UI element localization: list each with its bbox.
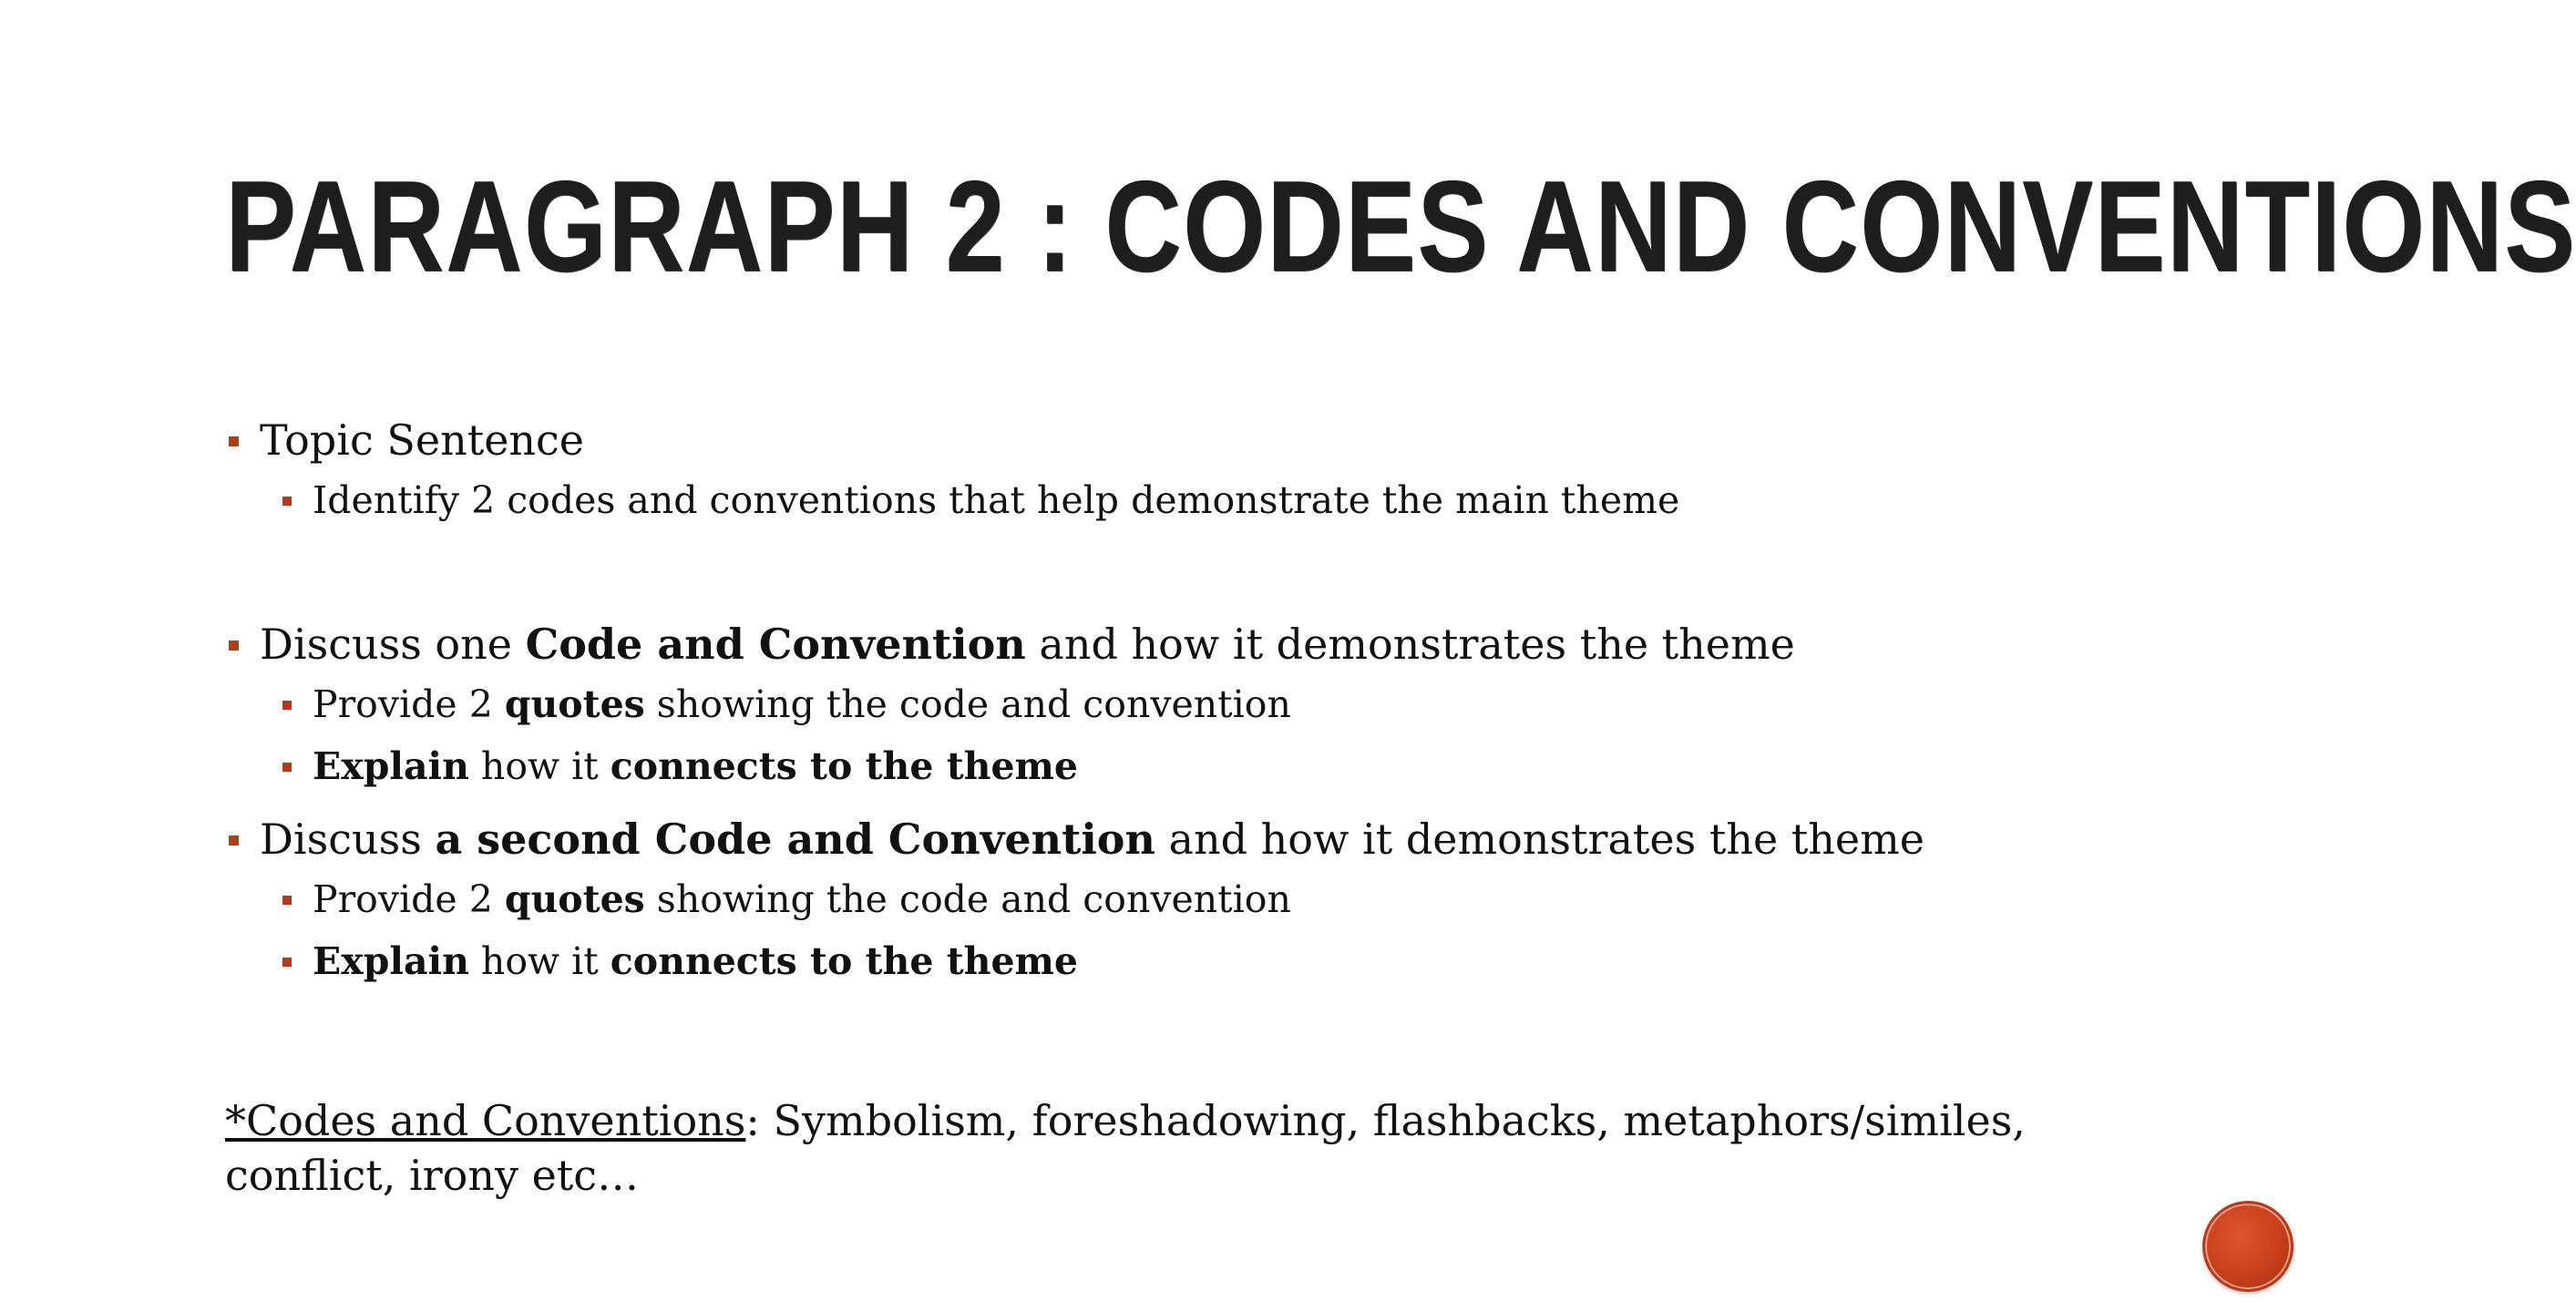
bullet-discuss-second-code — [225, 814, 2230, 865]
bullet-text-bold: quotes — [504, 682, 645, 726]
slide-content — [225, 415, 2230, 985]
bullet-text: showing the code and convention — [644, 682, 1291, 726]
bullet-text: Discuss — [260, 815, 436, 864]
bullet-text: how it — [468, 939, 611, 983]
bullet-text: Topic Sentence — [260, 415, 585, 465]
bullet-discuss-first-code — [225, 619, 2230, 670]
bullet-text: Provide 2 — [313, 877, 505, 921]
codes-and-conventions-note — [225, 1093, 2193, 1203]
bullet-text-bold: Explain — [313, 744, 469, 788]
note-label: *Codes and Conventions — [225, 1096, 746, 1145]
square-bullet-icon — [282, 958, 292, 967]
bullet-text-bold: connects to the theme — [610, 939, 1079, 983]
bullet-text-bold: Explain — [313, 939, 469, 983]
sub-bullet-provide-quotes — [225, 681, 2230, 728]
bullet-text: and how it demonstrates the theme — [1025, 620, 1795, 669]
bullet-text: showing the code and convention — [644, 877, 1291, 921]
square-bullet-icon — [282, 497, 292, 506]
bullet-text-bold: Code and Convention — [525, 620, 1026, 669]
square-bullet-icon — [282, 701, 292, 710]
bullet-text-bold: connects to the theme — [610, 744, 1079, 788]
note-text: : Symbolism, foreshadowing, flashbacks, metaphors/similes, conflict, irony etc… — [225, 1096, 2026, 1200]
bullet-text: Identify 2 codes and conventions that help demonstrate the main theme — [313, 478, 1680, 522]
sub-bullet-explain — [225, 938, 2230, 985]
sub-bullet-identify-codes — [225, 477, 2230, 524]
square-bullet-icon — [229, 436, 239, 446]
bullet-text-bold: a second Code and Convention — [435, 815, 1155, 864]
bullet-topic-sentence — [225, 415, 2230, 466]
slide-title: PARAGRAPH 2 : CODES AND CONVENTIONS — [225, 154, 2576, 299]
bullet-text: Provide 2 — [313, 682, 505, 726]
bullet-text: how it — [468, 744, 611, 788]
square-bullet-icon — [229, 835, 239, 846]
square-bullet-icon — [282, 763, 292, 772]
bullet-text: and how it demonstrates the theme — [1155, 815, 1924, 864]
sub-bullet-provide-quotes — [225, 876, 2230, 923]
slide-number-orb-icon — [2202, 1201, 2294, 1292]
sub-bullet-explain — [225, 743, 2230, 790]
square-bullet-icon — [282, 896, 292, 905]
bullet-text-bold: quotes — [504, 877, 645, 921]
bullet-text: Discuss one — [260, 620, 526, 669]
square-bullet-icon — [229, 641, 239, 651]
